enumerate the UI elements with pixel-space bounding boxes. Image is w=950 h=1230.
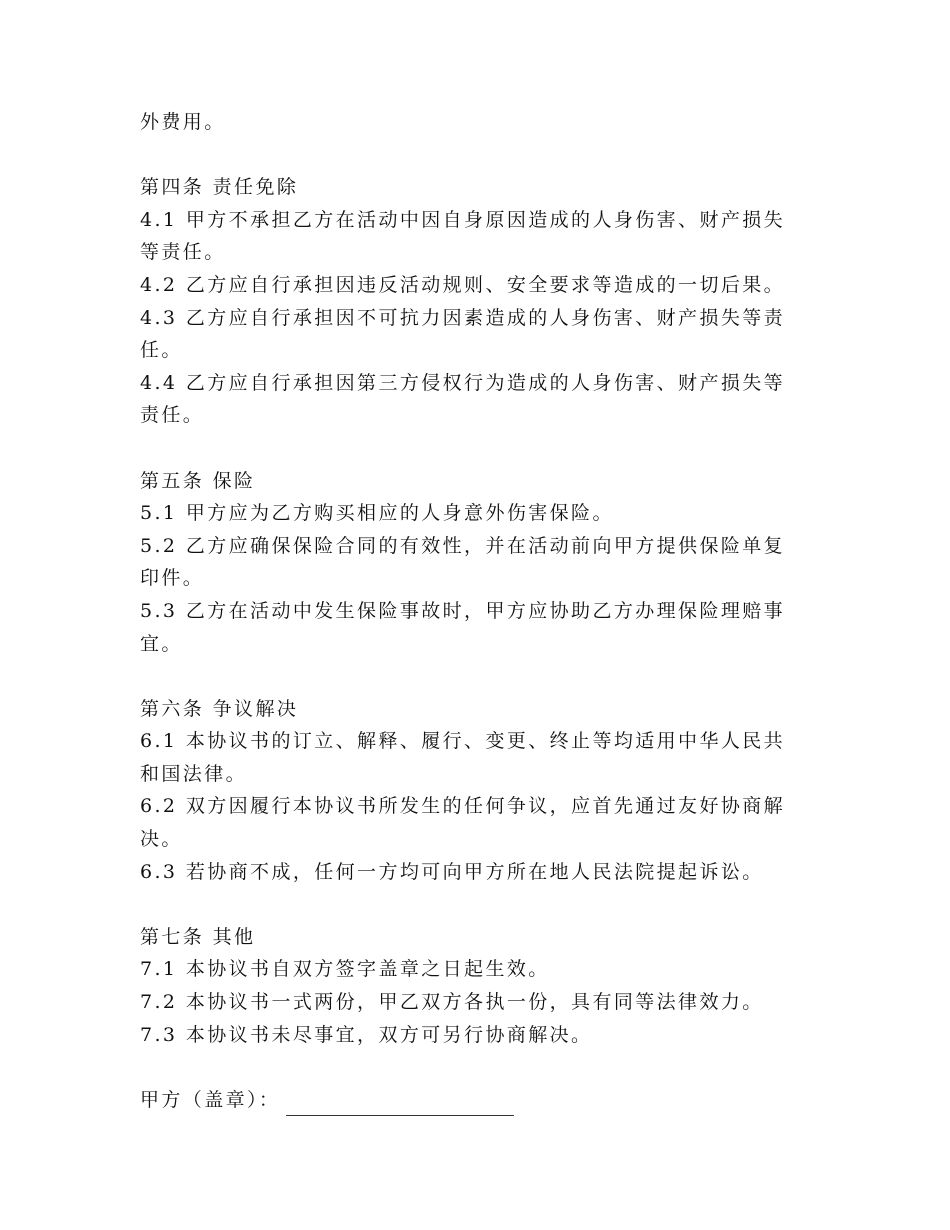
clause-line: 5.2 乙方应确保保险合同的有效性，并在活动前向甲方提供保险单复 <box>140 534 786 557</box>
continued-text: 外费用。 <box>140 111 226 133</box>
clause-line: 6.2 双方因履行本协议书所发生的任何争议，应首先通过友好协商解 <box>140 795 786 818</box>
clause-line: 7.2 本协议书一式两份，甲乙双方各执一份，具有同等法律效力。 <box>140 991 764 1014</box>
clause-line: 决。 <box>140 828 183 851</box>
clause-line: 7.3 本协议书未尽事宜，双方可另行协商解决。 <box>140 1023 593 1046</box>
clause-line: 责任。 <box>140 404 205 427</box>
section-article-5 <box>140 465 820 661</box>
paragraph-gap <box>140 1051 820 1084</box>
document-body <box>140 106 820 1116</box>
section-heading: 第六条 争议解决 <box>140 697 299 720</box>
section-heading: 第五条 保险 <box>140 469 256 492</box>
paragraph-gap <box>140 660 820 693</box>
clause-line: 6.3 若协商不成，任何一方均可向甲方所在地人民法院提起诉讼。 <box>140 860 764 883</box>
clause-line: 宜。 <box>140 632 183 655</box>
section-heading: 第四条 责任免除 <box>140 176 299 199</box>
clause-line: 5.3 乙方在活动中发生保险事故时，甲方应协助乙方办理保险理赔事 <box>140 599 786 622</box>
clause-line: 5.1 甲方应为乙方购买相应的人身意外伤害保险。 <box>140 502 614 525</box>
section-article-7 <box>140 921 820 1051</box>
paragraph-gap <box>140 432 820 465</box>
section-heading: 第七条 其他 <box>140 925 256 948</box>
clause-line: 4.1 甲方不承担乙方在活动中因自身原因造成的人身伤害、财产损失 <box>140 208 786 231</box>
clause-line: 和国法律。 <box>140 762 248 785</box>
clause-line: 7.1 本协议书自双方签字盖章之日起生效。 <box>140 958 550 981</box>
clause-line: 印件。 <box>140 567 205 590</box>
clause-line: 4.4 乙方应自行承担因第三方侵权行为造成的人身伤害、财产损失等 <box>140 371 786 394</box>
section-article-4 <box>140 171 820 432</box>
signature-label: 甲方（盖章）： <box>140 1088 281 1111</box>
signature-party-a <box>140 1084 820 1117</box>
paragraph-gap <box>140 888 820 921</box>
clause-line: 4.3 乙方应自行承担因不可抗力因素造成的人身伤害、财产损失等责 <box>140 306 786 329</box>
signature-blank-line[interactable] <box>286 1093 514 1116</box>
section-article-6 <box>140 693 820 889</box>
clause-line: 等责任。 <box>140 241 226 264</box>
clause-line: 6.1 本协议书的订立、解释、履行、变更、终止等均适用中华人民共 <box>140 730 786 753</box>
clause-line: 4.2 乙方应自行承担因违反活动规则、安全要求等造成的一切后果。 <box>140 273 786 296</box>
clause-line: 任。 <box>140 339 183 362</box>
paragraph-gap <box>140 139 820 172</box>
